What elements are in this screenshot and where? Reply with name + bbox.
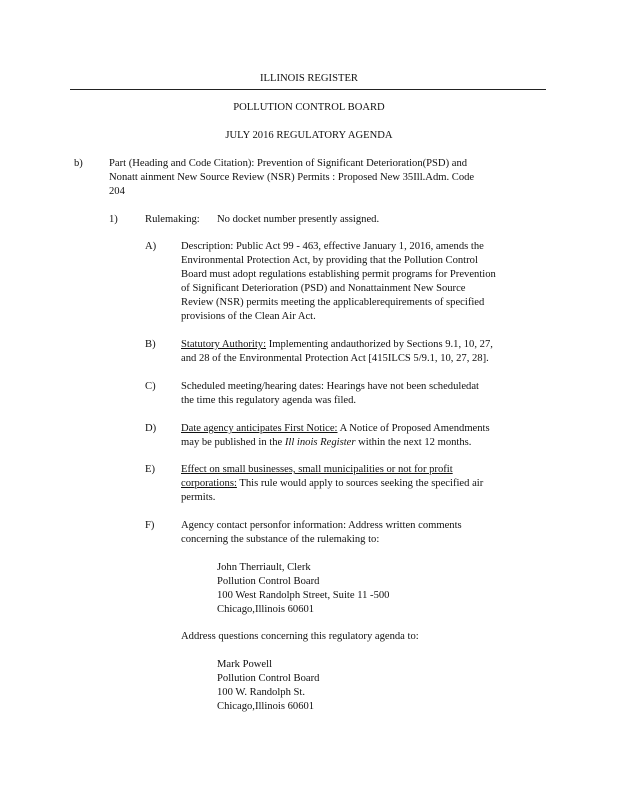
item-c-marker: C): [145, 381, 156, 392]
first-notice-line: [181, 422, 490, 436]
part-marker: b): [74, 158, 83, 169]
item-b-marker: B): [145, 339, 156, 350]
description-line: provisions of the Clean Air Act.: [181, 311, 316, 322]
small-business-text: This rule would apply to sources seeking the specified air: [236, 478, 484, 489]
address-line: Mark Powell: [217, 659, 273, 670]
small-business-heading-cont: corporations:: [181, 478, 237, 489]
item-a-marker: A): [145, 241, 157, 252]
register-title: ILLINOIS REGISTER: [260, 73, 358, 84]
small-business-line: [181, 477, 483, 491]
address-line: 100 West Randolph Street, Suite 11 -500: [217, 590, 390, 601]
description-line: Environmental Protection Act, by providing that the Pollution Control: [181, 255, 478, 266]
contact-line: Agency contact personfor information: Address written comments: [181, 520, 462, 531]
first-notice-pre: may be published in the: [181, 437, 285, 448]
address-line: John Therriault, Clerk: [217, 562, 311, 573]
small-business-line: permits.: [181, 492, 216, 503]
board-title: POLLUTION CONTROL BOARD: [233, 102, 385, 113]
first-notice-text: A Notice of Proposed Amendments: [337, 423, 490, 434]
questions-line: Address questions concerning this regulatory agenda to:: [181, 631, 419, 642]
first-notice-line: [181, 436, 490, 450]
rulemaking-marker: 1): [109, 214, 118, 225]
part-line: 204: [109, 186, 125, 197]
address-line: Pollution Control Board: [217, 673, 320, 684]
schedule-line: Scheduled meeting/hearing dates: Hearings have not been scheduledat: [181, 381, 479, 392]
description-line: of Significant Deterioration (PSD) and Nonattainment New Source: [181, 283, 466, 294]
contact-block: [181, 519, 462, 547]
part-line: Part (Heading and Code Citation): Prevention of Significant Deterioration(PSD) and: [109, 158, 468, 169]
statutory-line: and 28 of the Environmental Protection Act [415ILCS 5/9.1, 10, 27, 28].: [181, 353, 489, 364]
address-line: Chicago,Illinois 60601: [217, 701, 315, 712]
schedule-line: the time this regulatory agenda was filed.: [181, 395, 357, 406]
rulemaking-text: No docket number presently assigned.: [217, 214, 380, 225]
address-line: Pollution Control Board: [217, 576, 320, 587]
part-heading: [109, 157, 474, 199]
item-d-marker: D): [145, 423, 157, 434]
statutory-text: Implementing andauthorized by Sections 9.1, 10, 27,: [266, 339, 493, 350]
address-line: Chicago,Illinois 60601: [217, 604, 315, 615]
header-rule: [70, 89, 546, 90]
illinois-register-title: Ill inois Register: [284, 437, 356, 448]
first-notice-block: [181, 422, 490, 450]
clerk-address: [217, 561, 389, 617]
description-block: [181, 240, 496, 324]
powell-address: [217, 658, 319, 714]
description-line: Description: Public Act 99 - 463, effective January 1, 2016, amends the: [181, 241, 484, 252]
first-notice-post: within the next 12 months.: [355, 437, 472, 448]
first-notice-heading: Date agency anticipates First Notice:: [181, 423, 338, 434]
rulemaking-label: Rulemaking:: [145, 214, 200, 225]
item-e-marker: E): [145, 464, 155, 475]
small-business-heading: Effect on small businesses, small municipalities or not for profit: [181, 464, 453, 475]
agenda-title: JULY 2016 REGULATORY AGENDA: [225, 130, 393, 141]
small-business-block: [181, 463, 483, 505]
schedule-block: [181, 380, 479, 408]
part-line: Nonatt ainment New Source Review (NSR) Permits : Proposed New 35Ill.Adm. Code: [109, 172, 475, 183]
description-line: Review (NSR) permits meeting the applicablerequirements of specified: [181, 297, 485, 308]
contact-line: concerning the substance of the rulemaking to:: [181, 534, 380, 545]
statutory-authority-heading: Statutory Authority:: [181, 339, 267, 350]
statutory-line: [181, 338, 493, 352]
address-line: 100 W. Randolph St.: [217, 687, 305, 698]
item-f-marker: F): [145, 520, 155, 531]
statutory-authority-block: [181, 338, 493, 366]
description-line: Board must adopt regulations establishing permit programs for Prevention: [181, 269, 496, 280]
